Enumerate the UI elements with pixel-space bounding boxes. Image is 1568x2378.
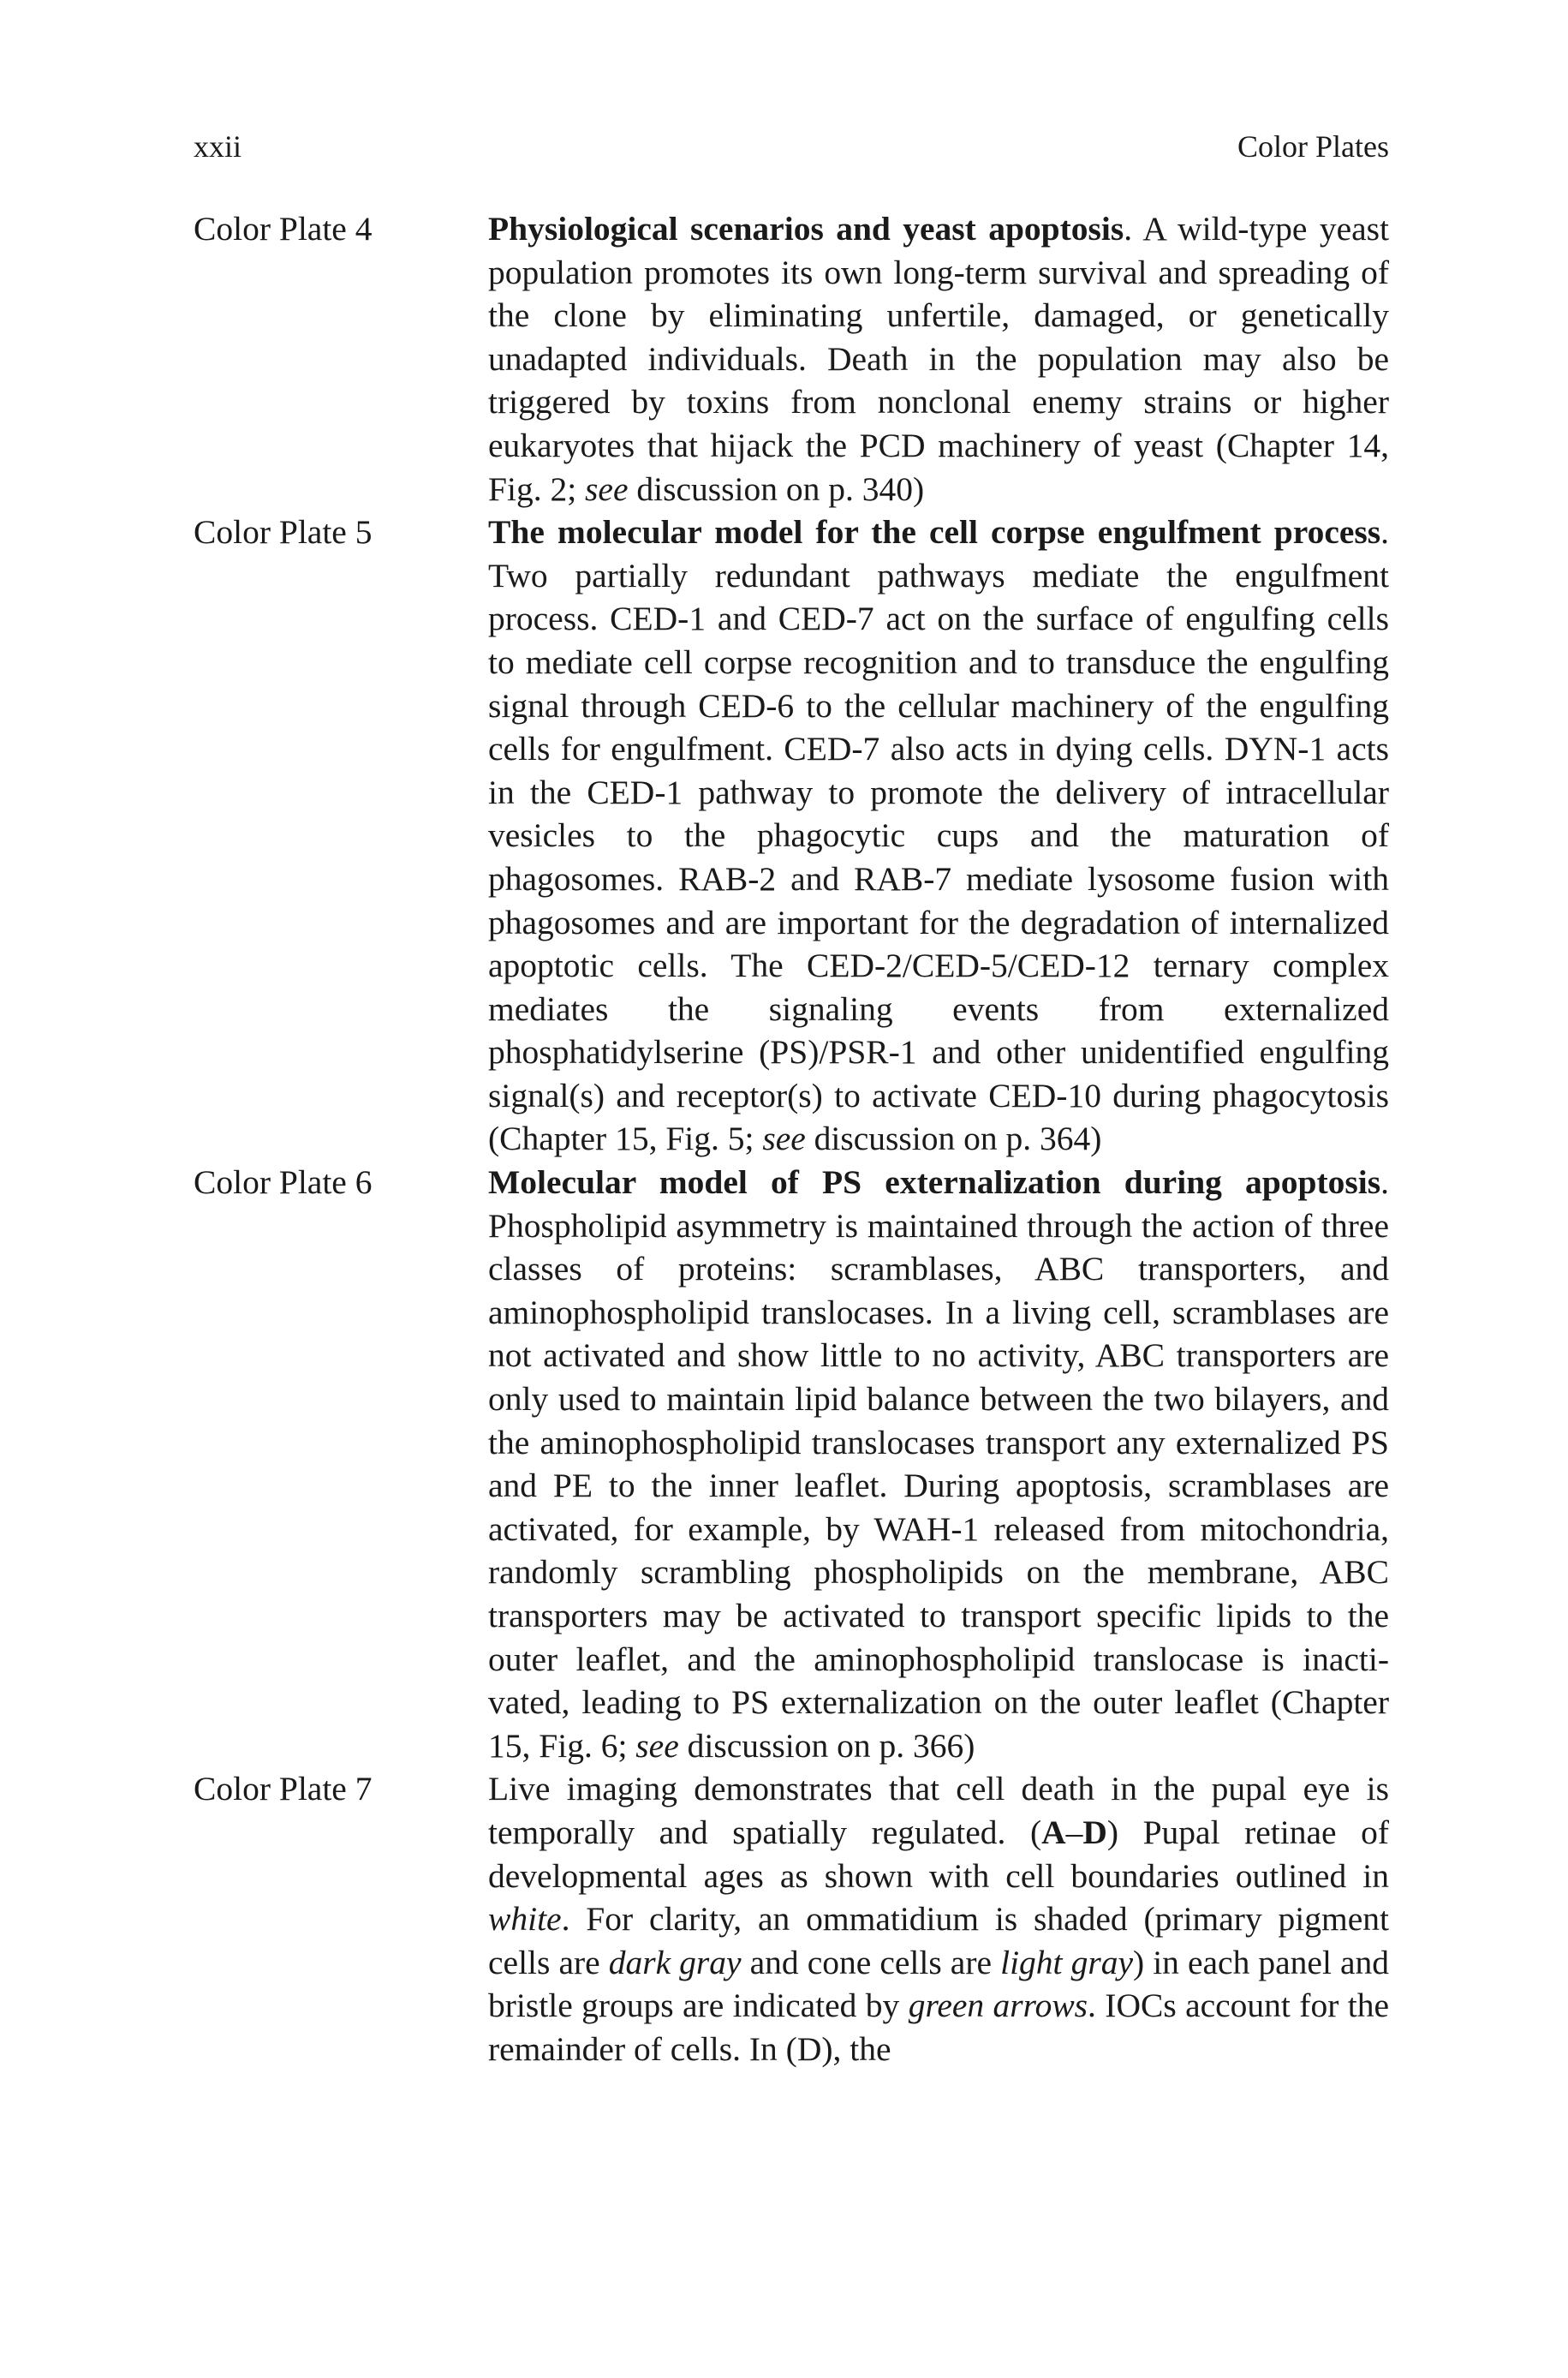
plate-label: Color Plate 6 — [194, 1163, 373, 1202]
color-term: green arrows — [908, 1987, 1088, 2025]
caption-text: . For clarity, an ommatidium is shaded (primary pigment cells are — [488, 1900, 1389, 1981]
caption-text: discussion on p. 366) — [678, 1726, 975, 1765]
panel-label: D — [1082, 1813, 1107, 1851]
caption-text: . — [1380, 513, 1389, 552]
color-plate-7 — [194, 1767, 1389, 2070]
see-reference: see — [635, 1726, 679, 1765]
caption-text: discussion on p. 340) — [628, 469, 925, 508]
plate-caption — [488, 207, 1389, 511]
plate-label: Color Plate 5 — [194, 513, 373, 552]
plate-caption — [488, 1767, 1389, 2070]
caption-text: . — [1124, 210, 1133, 248]
plate-title: Molecular model of PS externalization during apoptosis — [488, 1163, 1381, 1202]
plate-title: Physiological scenarios and yeast apoptosis — [488, 210, 1124, 248]
caption-text: and cone cells are — [741, 1943, 1001, 1981]
plate-title: The molecular model for the cell corpse engulfment process — [488, 513, 1381, 552]
color-term: light gray — [1000, 1943, 1133, 1981]
page-header — [194, 127, 1389, 166]
plate-caption — [488, 511, 1389, 1161]
color-term: dark gray — [608, 1943, 742, 1981]
panel-label: A — [1041, 1813, 1066, 1851]
plate-label: Color Plate 7 — [194, 1770, 373, 1808]
page-number: xxii — [194, 129, 242, 164]
caption-text: Live imaging demonstrates that cell death in the pupal eye is temporally and spatially regulated. ( — [488, 1770, 1389, 1851]
caption-text: Two partially redundant pathways mediate the engulfment process. CED-1 and CED-7 act on the surface of engulfing cells to mediate cell corpse recognition and to transduce the engulfing signal through CED-6 to the cellular machinery of the engulfing cells for engulfment. CED-7 also acts in dying cells. DYN-1 acts in the CED-1 pathway to promote the delivery of intracellular vesicles to the phagocytic cups and the maturation of phagosomes. RAB-2 and RAB-7 mediate lysosome fusion with phagosomes and are important for the degradation of internalized apoptotic cells. The CED-2/​CED-5/CED-12 ternary complex mediates the signaling events from externalized phosphatidylserine (PS)/PSR-1 and other unidentified engulfing signal(s) and receptor(s) to activate CED-10 during phagocytosis (Chapter 15, Fig. 5; — [488, 556, 1389, 1158]
plate-label: Color Plate 4 — [194, 210, 373, 248]
caption-text: ) in each panel and bristle groups are indicated by — [488, 1943, 1390, 2025]
color-plate-4 — [194, 207, 1389, 511]
see-reference: see — [762, 1120, 806, 1158]
color-plate-list — [194, 207, 1389, 2071]
caption-text: . IOCs account for the remainder of cells. In (D), the — [488, 1987, 1389, 2068]
see-reference: see — [585, 469, 629, 508]
plate-caption — [488, 1161, 1389, 1767]
caption-text: ) Pupal retinae of developmental ages as shown with cell boundaries outlined in — [488, 1813, 1389, 1895]
running-head: Color Plates — [1237, 129, 1389, 164]
caption-text: discussion on p. 364) — [805, 1120, 1102, 1158]
caption-text: A wild-type yeast population promotes its own long-term survival and spreading of the clone by eliminating unfertile, damaged, or genetically unadapted individuals. Death in the population may also be triggered by toxins from nonclonal enemy strains or higher eukaryotes that hijack the PCD machinery of yeast (Chapter 14, Fig. 2; — [488, 210, 1389, 508]
caption-text: – — [1065, 1813, 1083, 1851]
caption-text: Phospholipid asymmetry is maintained through the action of three classes of proteins: scramblases, ABC transporters, and aminophospholipid translocases. In a living cell, scramblases are not activated and show little to no activity, ABC transporters are only used to maintain lipid balance between the two bilayers, and the aminophospholipid translocases transport any externalized PS and PE to the inner leaflet. During apoptosis, scramblases are activated, for example, by WAH-1 released from mitochondria, randomly scrambling phospholipids on the membrane, ABC transporters may be activated to transport specific lipids to the outer leaflet, and the aminophospholipid translocase is inactivated, leading to PS externalization on the outer leaflet (Chapter 15, Fig. 6; — [488, 1206, 1389, 1765]
color-plate-6 — [194, 1161, 1389, 1767]
caption-text: . — [1380, 1163, 1389, 1202]
color-term: white — [488, 1900, 562, 1939]
color-plate-5 — [194, 511, 1389, 1161]
